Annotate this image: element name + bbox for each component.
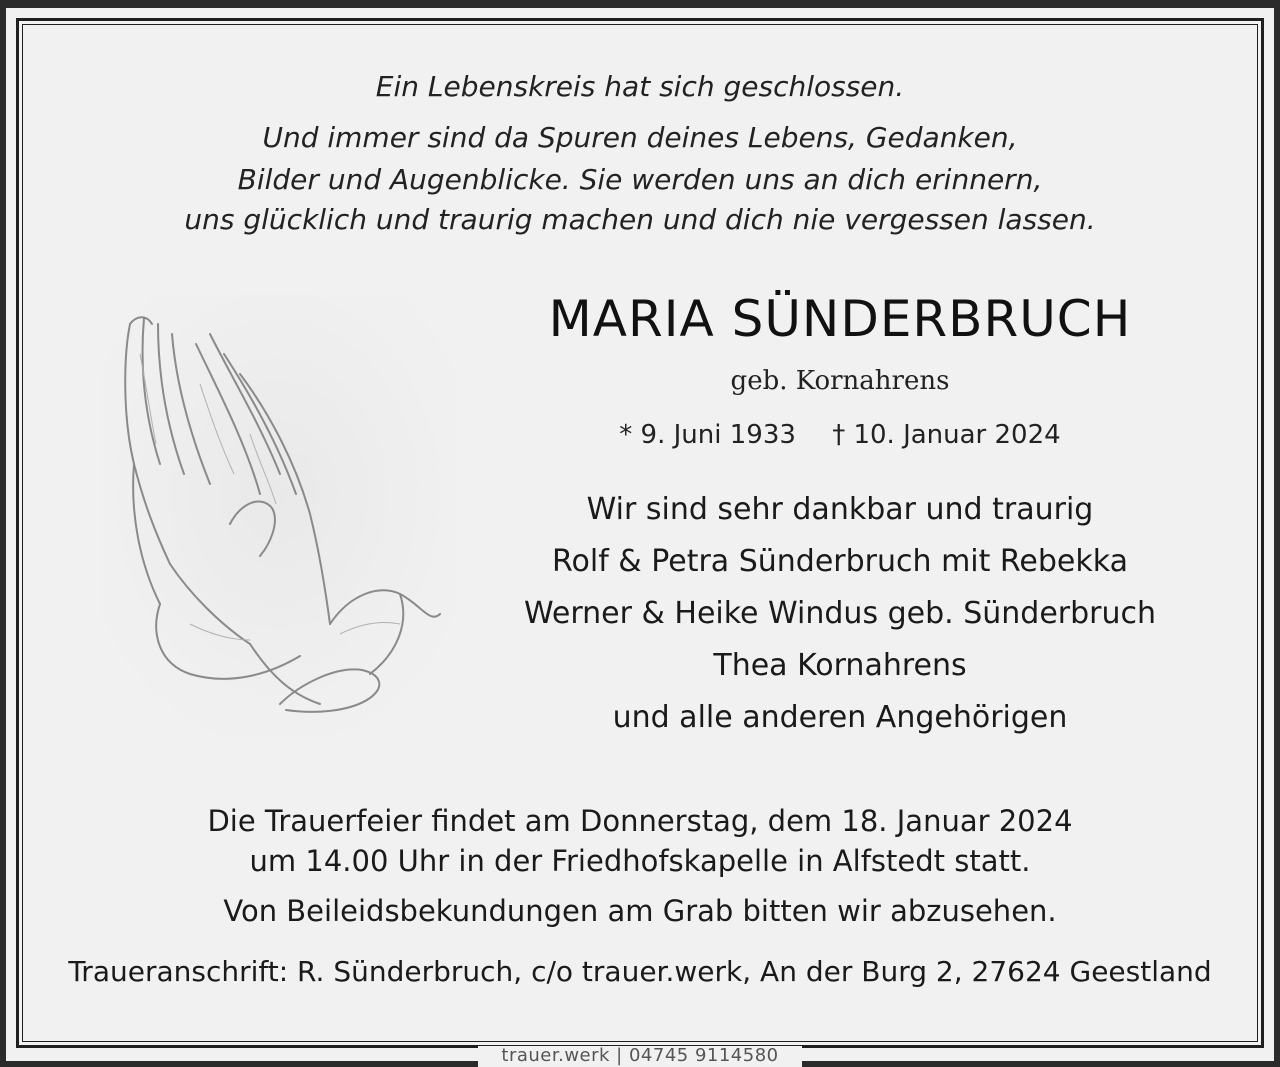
footer-contact: trauer.werk | 04745 9114580 [501, 1045, 779, 1066]
quote-line-4: uns glücklich und traurig machen und dich nie vergessen lassen. [184, 203, 1096, 236]
ceremony-line-1: Die Trauerfeier findet am Donnerstag, dem 18. Januar 2024 [207, 804, 1073, 838]
quote-line-1: Ein Lebenskreis hat sich geschlossen. [375, 70, 905, 103]
family-line-2: Rolf & Petra Sünderbruch mit Rebekka [552, 544, 1128, 579]
quote-line-3: Bilder und Augenblicke. Sie werden uns an dich erinnern, [237, 163, 1043, 196]
family-line-4: Thea Kornahrens [713, 648, 967, 683]
life-dates [460, 420, 1220, 450]
mourning-address: Traueranschrift: R. Sünderbruch, c/o trauer.werk, An der Burg 2, 27624 Geestland [68, 955, 1212, 988]
quote-line-2: Und immer sind da Spuren deines Lebens, Gedanken, [262, 121, 1018, 154]
condolence-note: Von Beileidsbekundungen am Grab bitten wir abzusehen. [223, 894, 1057, 928]
death-date: † 10. Januar 2024 [832, 420, 1061, 450]
ceremony-line-2: um 14.00 Uhr in der Friedhofskapelle in Alfstedt statt. [249, 844, 1031, 878]
family-line-3: Werner & Heike Windus geb. Sünderbruch [523, 596, 1157, 631]
deceased-name: MARIA SÜNDERBRUCH [548, 290, 1132, 348]
birth-date: * 9. Juni 1933 [619, 420, 796, 450]
family-line-5: und alle anderen Angehörigen [612, 700, 1068, 735]
praying-hands-icon [100, 294, 456, 738]
family-line-1: Wir sind sehr dankbar und traurig [586, 492, 1094, 527]
maiden-name: geb. Kornahrens [730, 366, 950, 396]
